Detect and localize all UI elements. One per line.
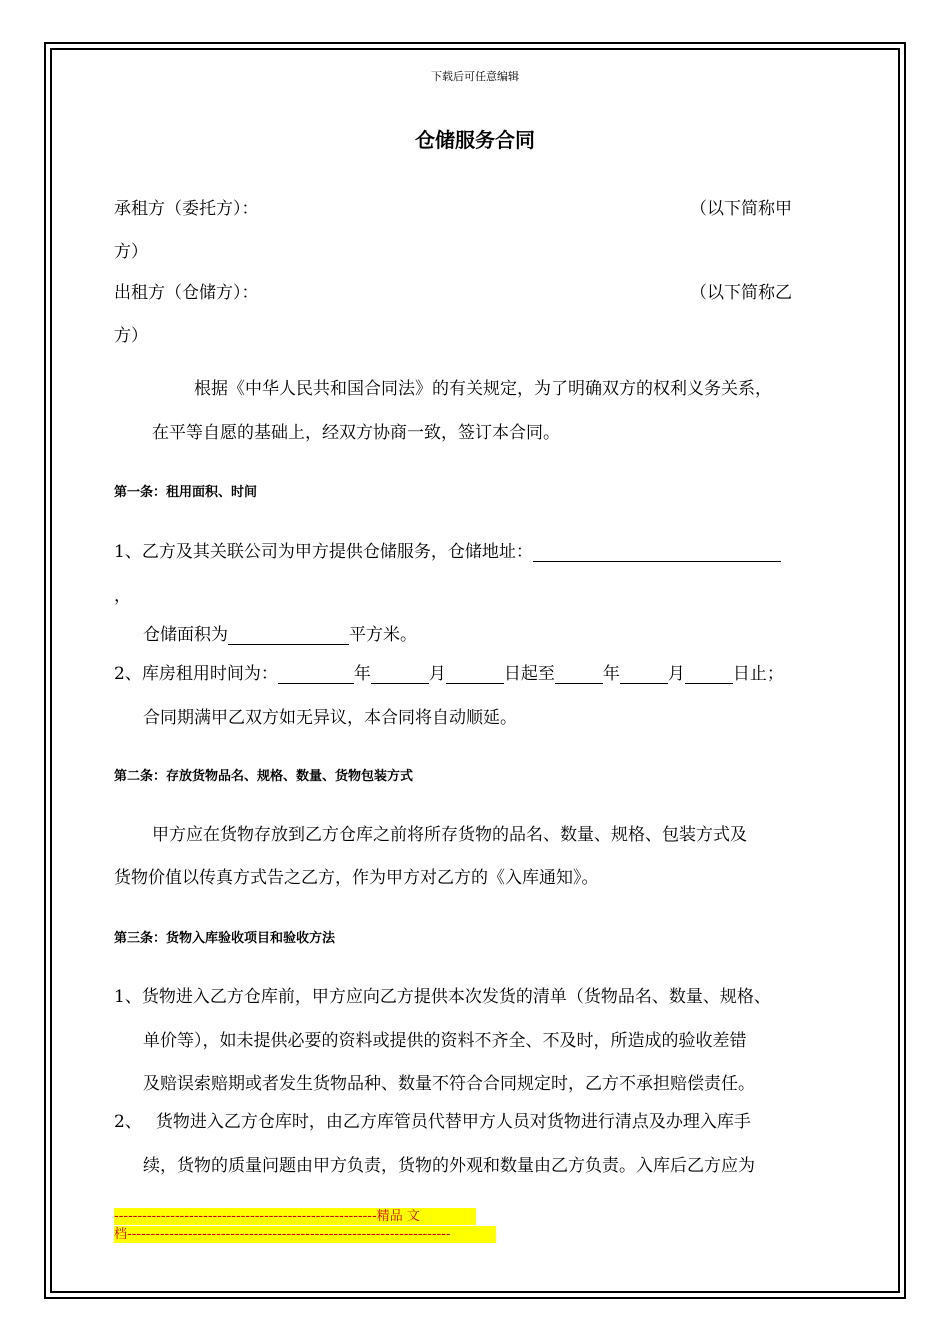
lessee-label: 承租方（委托方）： xyxy=(114,199,259,219)
article-2-heading: 第二条：存放货物品名、规格、数量、货物包装方式 xyxy=(114,769,414,784)
article-1-item-2 xyxy=(114,659,784,684)
article-2-line-2: 货物价值以传真方式告之乙方，作为甲方对乙方的《入库通知》。 xyxy=(114,868,599,888)
article-3-item-2-line-1 xyxy=(114,1107,751,1132)
article-3-item-2-line-2: 续，货物的质量问题由甲方负责，货物的外观和数量由乙方负责。入库后乙方应为 xyxy=(143,1156,755,1176)
month-label: 月 xyxy=(667,664,685,684)
end-year-blank[interactable] xyxy=(555,666,603,684)
day-from-label: 日起至 xyxy=(503,664,555,684)
item-number: 2、 xyxy=(114,664,142,684)
item-number: 2、 xyxy=(114,1112,142,1132)
area-prefix: 仓储面积为 xyxy=(143,625,228,645)
article-1-item-1 xyxy=(114,537,781,562)
start-day-blank[interactable] xyxy=(446,666,504,684)
end-month-blank[interactable] xyxy=(620,666,668,684)
rental-period-prefix: 库房租用时间为： xyxy=(141,664,278,684)
address-blank[interactable] xyxy=(533,544,781,562)
lessor-suffix-wrap: 方） xyxy=(114,326,148,346)
footer-watermark-line-2: 档--------------------------------------------------------------------- xyxy=(114,1226,496,1243)
article-3-item-1-line-1 xyxy=(114,982,771,1007)
area-line xyxy=(143,620,417,645)
preamble-line-2: 在平等自愿的基础上，经双方协商一致，签订本合同。 xyxy=(152,423,560,443)
item-text: 货物进入乙方仓库时，由乙方库管员代替甲方人员对货物进行清点及办理入库手 xyxy=(155,1112,751,1132)
lessor-suffix: （以下简称乙 xyxy=(690,283,792,303)
auto-renew-line: 合同期满甲乙双方如无异议，本合同将自动顺延。 xyxy=(143,708,517,728)
year-label: 年 xyxy=(602,664,620,684)
article-3-item-1-line-2: 单价等），如未提供必要的资料或提供的资料不齐全、不及时，所造成的验收差错 xyxy=(143,1031,747,1051)
article-1-heading: 第一条：租用面积、时间 xyxy=(114,485,258,500)
article-3-item-1-line-3: 及赔误索赔期或者发生货物品种、数量不符合合同规定时，乙方不承担赔偿责任。 xyxy=(143,1074,755,1094)
month-label: 月 xyxy=(428,664,446,684)
preamble-line-1: 根据《中华人民共和国合同法》的有关规定，为了明确双方的权利义务关系， xyxy=(194,379,772,399)
start-year-blank[interactable] xyxy=(278,666,354,684)
day-to-label: 日止； xyxy=(732,664,784,684)
lessee-suffix-wrap: 方） xyxy=(114,242,148,262)
area-suffix: 平方米。 xyxy=(349,625,417,645)
area-blank[interactable] xyxy=(228,627,349,645)
year-label: 年 xyxy=(353,664,371,684)
contract-title: 仓储服务合同 xyxy=(415,128,535,152)
item-1-comma: ， xyxy=(114,586,131,606)
end-day-blank[interactable] xyxy=(685,666,733,684)
item-number: 1、 xyxy=(114,987,142,1007)
header-note: 下载后可任意编辑 xyxy=(431,70,519,83)
footer-watermark-line-1: --------------------------------------------------------精品 文 xyxy=(114,1208,476,1225)
lessee-suffix: （以下简称甲 xyxy=(690,199,792,219)
item-number: 1、 xyxy=(114,542,142,562)
article-3-heading: 第三条：货物入库验收项目和验收方法 xyxy=(114,931,336,946)
lessor-label: 出租方（仓储方）： xyxy=(114,283,259,303)
item-text: 乙方及其关联公司为甲方提供仓储服务，仓储地址： xyxy=(141,542,533,562)
article-2-line-1: 甲方应在货物存放到乙方仓库之前将所存货物的品名、数量、规格、包装方式及 xyxy=(152,825,747,845)
start-month-blank[interactable] xyxy=(371,666,429,684)
item-text: 货物进入乙方仓库前，甲方应向乙方提供本次发货的清单（货物品名、数量、规格、 xyxy=(141,987,771,1007)
